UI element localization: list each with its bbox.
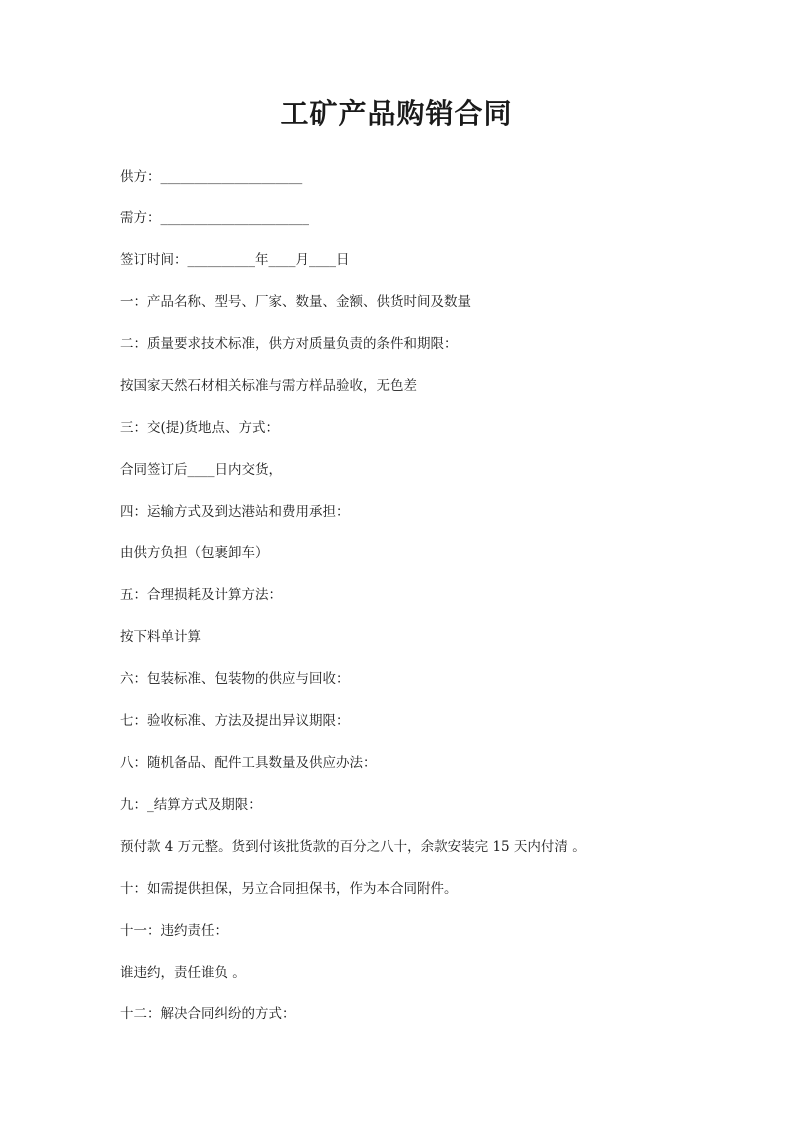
clause-5-body: 按下料单计算 bbox=[120, 629, 201, 645]
clause-4-heading: 四：运输方式及到达港站和费用承担： bbox=[120, 504, 350, 520]
clause-3-body: 合同签订后____日内交货， bbox=[120, 462, 282, 478]
clause-7-heading: 七：验收标准、方法及提出异议期限： bbox=[120, 713, 350, 729]
clause-3-heading: 三：交(提)货地点、方式： bbox=[120, 420, 280, 436]
clause-8-heading: 八：随机备品、配件工具数量及供应办法： bbox=[120, 755, 377, 771]
clause-12-heading: 十二：解决合同纠纷的方式： bbox=[120, 1006, 296, 1022]
supplier-line: 供方：_____________________ bbox=[120, 169, 303, 185]
clause-9-body: 预付款 4 万元整。货到付该批货款的百分之八十，余款安装完 15 天内付清 。 bbox=[120, 839, 586, 855]
clause-10-heading: 十：如需提供担保，另立合同担保书，作为本合同附件。 bbox=[120, 881, 458, 897]
clause-9-heading: 九：_结算方式及期限： bbox=[120, 797, 262, 813]
clause-2-body: 按国家天然石材相关标准与需方样品验收，无色差 bbox=[120, 378, 417, 394]
clause-11-body: 谁违约，责任谁负 。 bbox=[120, 965, 246, 981]
document-title: 工矿产品购销合同 bbox=[280, 97, 513, 130]
signing-date-line: 签订时间：__________年____月____日 bbox=[120, 252, 350, 268]
buyer-line: 需方：______________________ bbox=[120, 210, 309, 226]
clause-6-heading: 六：包装标准、包装物的供应与回收： bbox=[120, 671, 350, 687]
clause-1-heading: 一：产品名称、型号、厂家、数量、金额、供货时间及数量 bbox=[120, 294, 471, 310]
clause-11-heading: 十一：违约责任： bbox=[120, 923, 228, 939]
clause-5-heading: 五：合理损耗及计算方法： bbox=[120, 587, 282, 603]
clause-4-body: 由供方负担（包裹卸车） bbox=[120, 545, 269, 561]
clause-2-heading: 二：质量要求技术标准，供方对质量负责的条件和期限： bbox=[120, 336, 458, 352]
